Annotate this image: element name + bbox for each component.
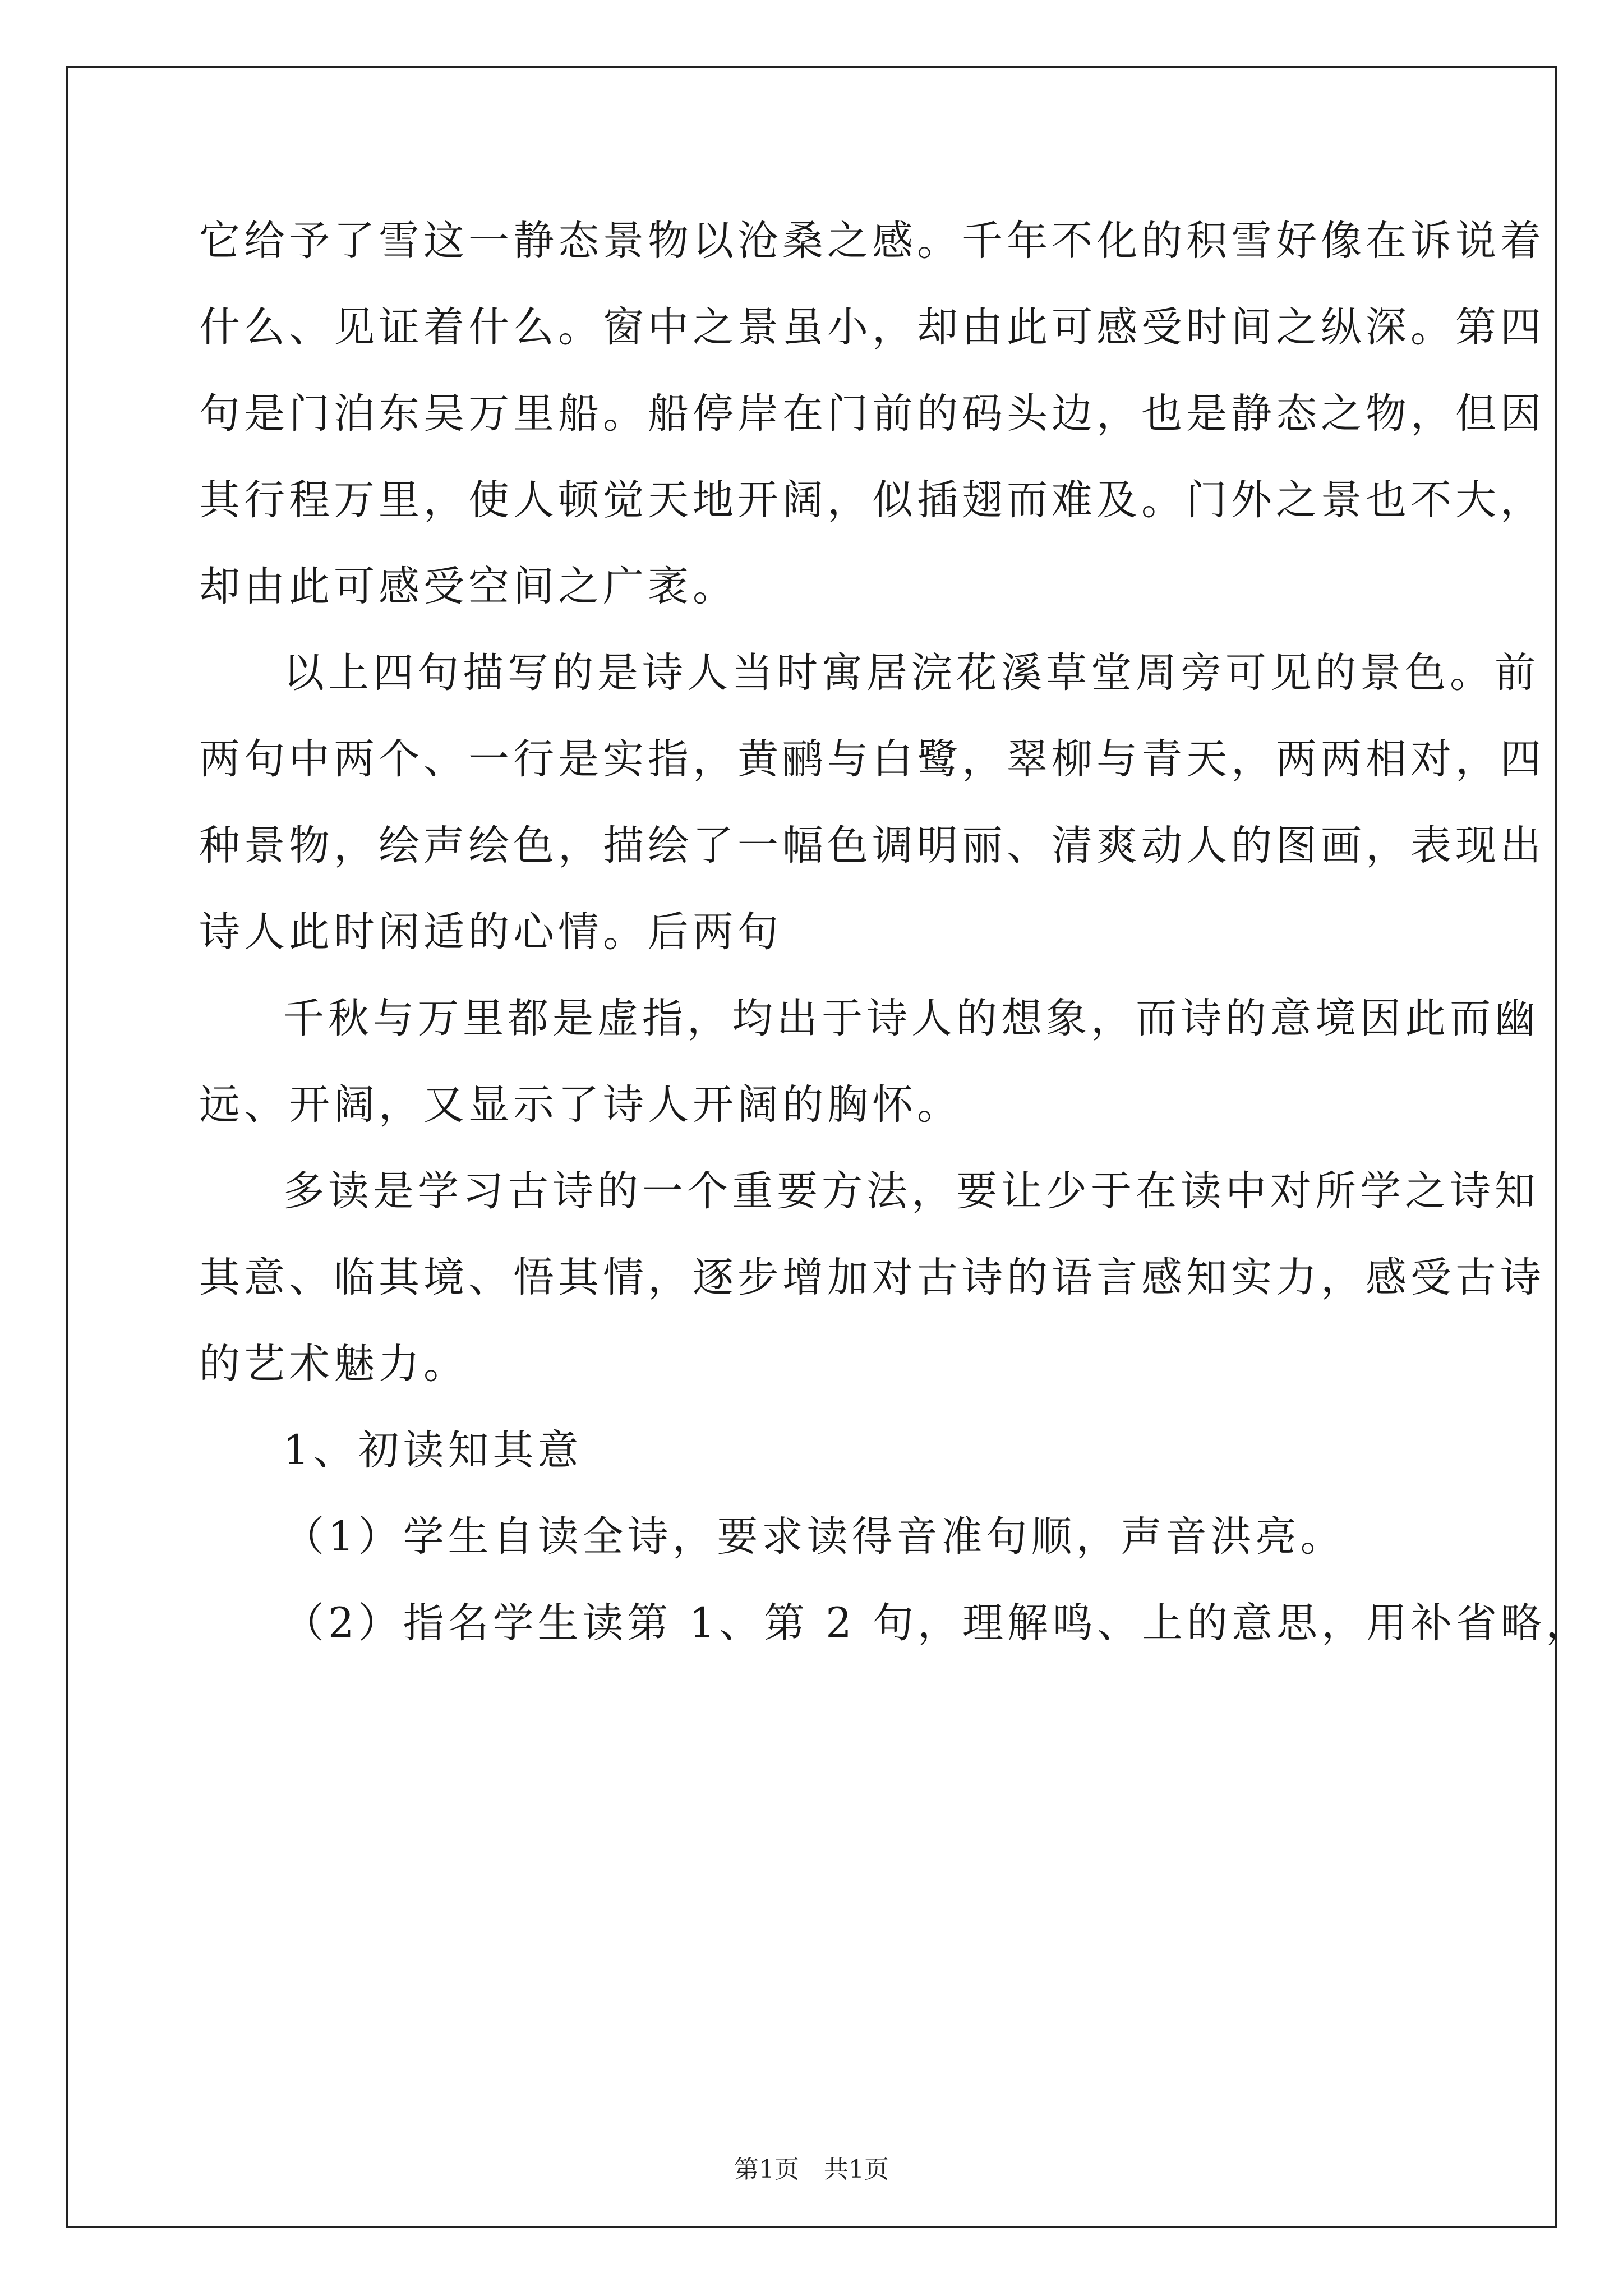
list-item: （1）学生自读全诗，要求读得音准句顺，声音洪亮。 [283, 1513, 1345, 1561]
text-line: 它给予了雪这一静态景物以沧桑之感。千年不化的积雪好像在诉说着 [199, 217, 1545, 265]
paragraph-start-line: 多读是学习古诗的一个重要方法，要让少于在读中对所学之诗知 [283, 1167, 1539, 1215]
text-line: 句是门泊东吴万里船。船停岸在门前的码头边，也是静态之物，但因 [199, 390, 1545, 438]
text-line: 诗人此时闲适的心情。后两句 [199, 908, 782, 956]
text-line: 远、开阔，又显示了诗人开阔的胸怀。 [199, 1081, 962, 1129]
section-heading: 1、初读知其意 [283, 1427, 583, 1474]
page-footer: 第1页 共1页 [734, 2155, 889, 2184]
text-line: 却由此可感受空间之广袤。 [199, 563, 737, 610]
text-line: 两句中两个、一行是实指，黄鹂与白鹭，翠柳与青天，两两相对，四 [199, 735, 1545, 783]
text-line: 种景物，绘声绘色，描绘了一幅色调明丽、清爽动人的图画，表现出 [199, 822, 1545, 869]
list-item: （2）指名学生读第 1、第 2 句，理解鸣、上的意思，用补省略， [283, 1599, 1590, 1647]
text-line: 的艺术魅力。 [199, 1340, 468, 1388]
text-line: 其行程万里，使人顿觉天地开阔，似插翅而难及。门外之景也不大， [199, 476, 1545, 524]
paragraph-start-line: 以上四句描写的是诗人当时寓居浣花溪草堂周旁可见的景色。前 [283, 649, 1539, 697]
text-line: 其意、临其境、悟其情，逐步增加对古诗的语言感知实力，感受古诗 [199, 1254, 1545, 1301]
text-line: 什么、见证着什么。窗中之景虽小，却由此可感受时间之纵深。第四 [199, 303, 1545, 351]
paragraph-start-line: 千秋与万里都是虚指，均出于诗人的想象，而诗的意境因此而幽 [283, 995, 1539, 1042]
